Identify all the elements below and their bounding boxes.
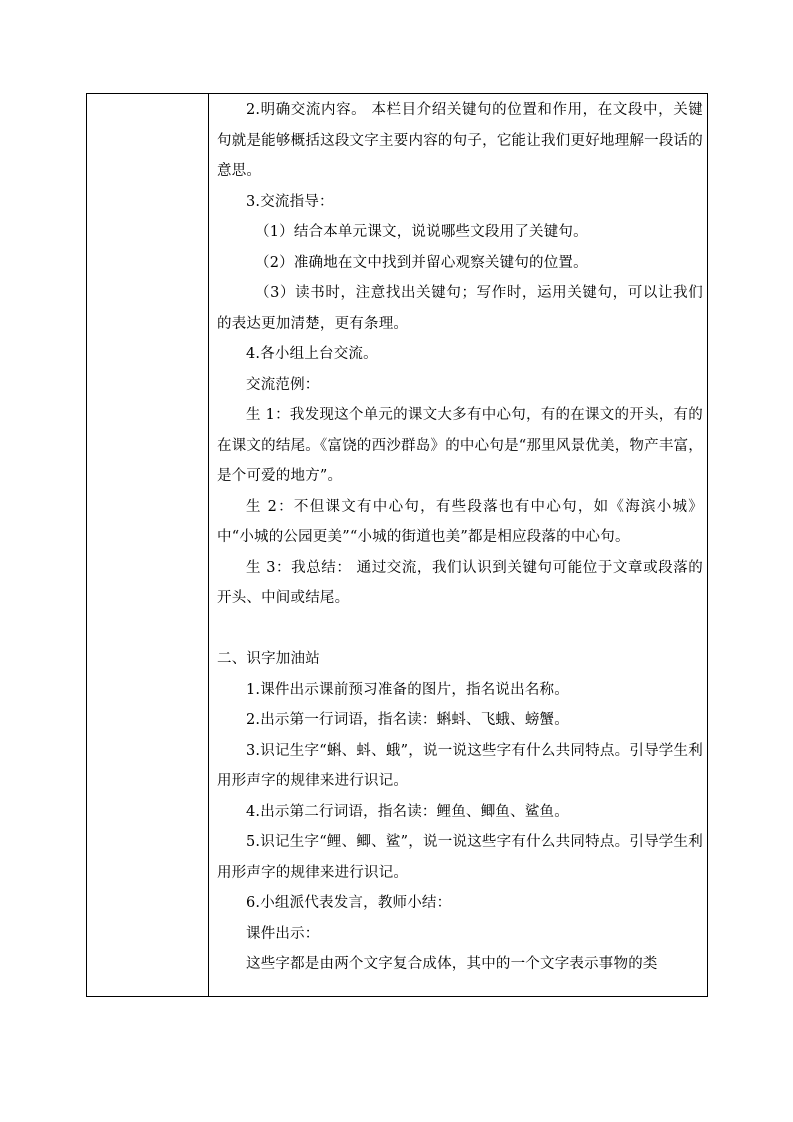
paragraph: 5.识记生字“鲤、鲫、鲨”，说一说这些字有什么共同特点。引导学生利用形声字的规律来进行识记。: [217, 834, 703, 881]
paragraph: 3.交流指导：: [246, 193, 334, 210]
blank-line: [217, 614, 703, 645]
paragraph: 2.出示第一行词语，指名读：蝌蚪、飞蛾、螃蟹。: [246, 712, 569, 728]
paragraph: 课件出示：: [246, 925, 320, 942]
paragraph: 6.小组派代表发言，教师小结：: [246, 895, 452, 911]
paragraph: 生 1：我发现这个单元的课文大多有中心句，有的在课文的开头，有的在课文的结尾。《富饶的西沙群岛》的中心句是“那里风景优美，物产丰富，是个可爱的地方”。: [217, 407, 703, 484]
section-heading: 二、识字加油站: [217, 651, 320, 667]
paragraph: 这些字都是由两个文字复合成体，其中的一个文字表示事物的类: [246, 956, 658, 972]
paragraph: 生 2：不但课文有中心句，有些段落也有中心句，如《海滨小城》中“小城的公园更美”“小城的街道也美”都是相应段落的中心句。: [217, 498, 703, 545]
paragraph: 3.识记生字“蝌、蚪、蛾”，说一说这些字有什么共同特点。引导学生利用形声字的规律来进行识记。: [217, 742, 703, 789]
table-content-cell: [217, 95, 703, 980]
paragraph: 4.出示第二行词语，指名读：鲤鱼、鲫鱼、鲨鱼。: [246, 803, 569, 820]
paragraph: 1.课件出示课前预习准备的图片，指名说出名称。: [246, 681, 569, 698]
paragraph: 交流范例：: [246, 376, 320, 393]
paragraph: 4.各小组上台交流。: [246, 346, 378, 362]
paragraph: 生 3：我总结： 通过交流，我们认识到关键句可能位于文章或段落的开头、中间或结尾。: [217, 559, 703, 606]
paragraph: （2）准确地在文中找到并留心观察关键句的位置。: [255, 254, 588, 271]
paragraph: 2.明确交流内容。 本栏目介绍关键句的位置和作用，在文段中，关键句就是能够概括这段文字主要内容的句子，它能让我们更好地理解一段话的意思。: [217, 102, 703, 179]
table-left-cell: [87, 94, 208, 996]
lesson-table: [86, 93, 708, 997]
table-column-divider: [208, 94, 209, 996]
paragraph: （3）读书时，注意找出关键句；写作时，运用关键句，可以让我们的表达更加清楚，更有条理。: [217, 285, 703, 332]
paragraph: （1）结合本单元课文，说说哪些文段用了关键句。: [255, 224, 588, 240]
